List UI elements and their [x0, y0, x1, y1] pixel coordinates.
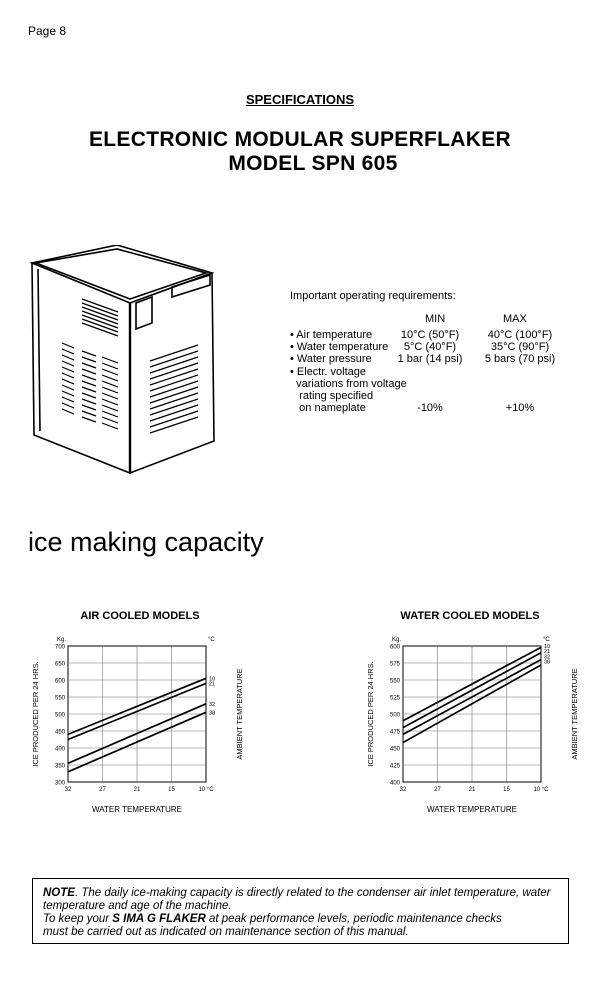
requirement-max: 35°C (90°F)	[490, 341, 550, 353]
water-cooled-chart	[355, 628, 595, 823]
note-line: To keep your	[43, 913, 113, 925]
requirements-max-header: MAX	[503, 313, 527, 325]
ice-machine-illustration	[22, 245, 222, 475]
series-label: 38	[544, 659, 551, 666]
y-tick-label: 700	[54, 644, 65, 651]
y-tick-label: 550	[54, 695, 65, 702]
x-tick-label: 10 °C	[198, 787, 214, 793]
y-tick-label: 575	[389, 661, 400, 668]
page-number: Page 8	[28, 24, 67, 38]
series-label: 21	[544, 649, 551, 656]
note-label: NOTE	[43, 887, 75, 899]
product-title: ELECTRONIC MODULAR SUPERFLAKER	[89, 128, 511, 151]
model-title: MODEL SPN 605	[228, 152, 398, 175]
series-label: 32	[209, 701, 216, 708]
temp-unit-label: °C	[208, 637, 215, 643]
y-tick-label: 450	[389, 746, 400, 753]
series-label: 10	[209, 676, 216, 683]
note-line: must be carried out as indicated on maintenance section of this manual.	[43, 926, 409, 938]
x-tick-label: 21	[133, 787, 141, 793]
y-tick-label: 475	[389, 729, 400, 736]
x-tick-label: 27	[99, 787, 106, 793]
x-axis-title: WATER TEMPERATURE	[427, 805, 517, 814]
requirement-label: • Water temperature	[290, 341, 389, 353]
requirement-label: rating specified	[290, 390, 374, 402]
requirement-label: • Air temperature	[290, 329, 373, 341]
requirement-max: +10%	[505, 402, 535, 414]
requirement-max: 40°C (100°F)	[487, 329, 553, 341]
requirement-min: 10°C (50°F)	[400, 329, 460, 341]
note-line: temperature and age of the machine.	[43, 900, 232, 912]
y-axis-title: ICE PRODUCED PER 24 HRS.	[31, 661, 40, 767]
right-axis-title: AMBIENT TEMPERATURE	[235, 668, 244, 760]
x-tick-label: 15	[503, 787, 510, 793]
y-tick-label: 400	[389, 780, 400, 787]
requirements-intro: Important operating requirements:	[290, 290, 456, 302]
y-unit-label: Kg.	[391, 637, 401, 643]
requirement-label: on nameplate	[290, 402, 366, 414]
section-title: SPECIFICATIONS	[245, 92, 355, 107]
x-axis-title: WATER TEMPERATURE	[92, 805, 182, 814]
right-axis-title: AMBIENT TEMPERATURE	[570, 668, 579, 760]
series-label: 32	[544, 654, 551, 661]
series-label: 21	[209, 681, 216, 688]
y-tick-label: 450	[54, 729, 65, 736]
temp-unit-label: °C	[543, 637, 550, 643]
x-tick-label: 32	[399, 787, 407, 793]
air-cooled-chart	[20, 628, 260, 823]
requirement-min: 1 bar (14 psi)	[397, 353, 463, 365]
y-tick-label: 525	[389, 695, 400, 702]
brand-name: S IMA G FLAKER	[112, 913, 206, 925]
y-unit-label: Kg.	[56, 637, 66, 643]
y-tick-label: 550	[389, 678, 400, 685]
x-tick-label: 21	[468, 787, 476, 793]
y-tick-label: 600	[389, 644, 400, 651]
requirement-row	[290, 353, 590, 366]
series-label: 38	[209, 710, 216, 717]
requirement-label: • Electr. voltage	[290, 366, 367, 378]
note-line: at peak performance levels, periodic maintenance checks	[205, 913, 502, 925]
requirement-row	[290, 402, 590, 415]
water-chart-title: WATER COOLED MODELS	[400, 610, 540, 622]
requirement-label: • Water pressure	[290, 353, 372, 365]
series-label: 10	[544, 644, 551, 650]
note-line: . The daily ice-making capacity is directly related to the condenser air inlet temperature, water	[74, 887, 551, 899]
x-tick-label: 15	[168, 787, 175, 793]
y-tick-label: 650	[54, 661, 65, 668]
air-chart-title: AIR COOLED MODELS	[80, 610, 200, 622]
y-tick-label: 425	[389, 763, 400, 770]
x-tick-label: 10 °C	[533, 787, 549, 793]
y-tick-label: 300	[54, 780, 65, 787]
y-tick-label: 600	[54, 678, 65, 685]
capacity-heading: ice making capacity	[28, 527, 264, 557]
y-tick-label: 400	[54, 746, 65, 753]
y-axis-title: ICE PRODUCED PER 24 HRS.	[366, 661, 375, 767]
y-tick-label: 350	[54, 763, 65, 770]
requirement-label: variations from voltage	[290, 378, 407, 390]
requirement-min: 5°C (40°F)	[403, 341, 457, 353]
y-tick-label: 500	[54, 712, 65, 719]
requirement-max: 5 bars (70 psi)	[484, 353, 556, 365]
y-tick-label: 500	[389, 712, 400, 719]
requirements-min-header: MIN	[425, 313, 446, 325]
x-tick-label: 32	[64, 787, 72, 793]
x-tick-label: 27	[434, 787, 441, 793]
note-box	[32, 878, 569, 944]
requirement-min: -10%	[417, 402, 443, 414]
